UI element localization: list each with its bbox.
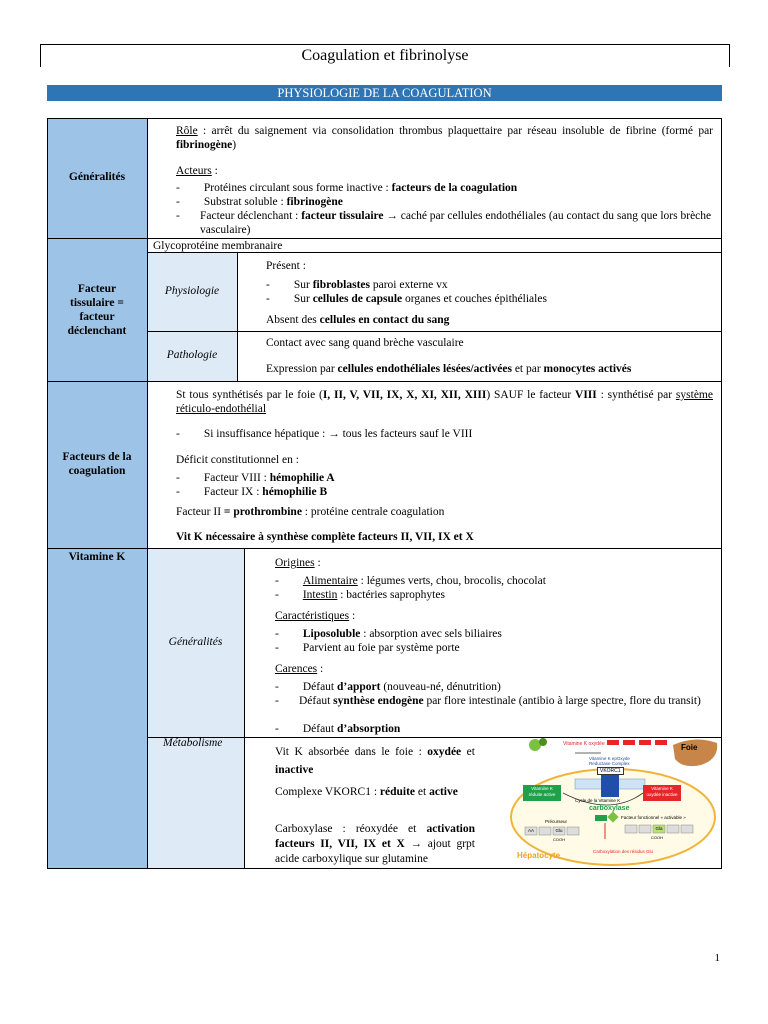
list-item-text: Facteur déclenchant : facteur tissulaire → caché par cellules endothéliales (au contact du sang que lors brèche vasculaire) (200, 210, 712, 236)
sub-label-pathologie: Pathologie (166, 349, 218, 361)
label-cell-vitamine-k (47, 548, 147, 868)
vitk-requirement-line: Vit K nécessaire à synthèse complète facteurs II, VII, IX et X (176, 531, 474, 543)
sub-label-generalites: Généralités (168, 636, 223, 648)
table-border (47, 118, 48, 868)
present-heading: Présent : (266, 260, 306, 272)
list-item: - Défaut d’absorption (275, 723, 401, 735)
metabolism-item-3: Carboxylase : réoxydée et activation facteurs II, VII, IX et X → ajout grpt acide carboxylique sur glutamine (275, 823, 475, 865)
section-label-generalites: Généralités (68, 171, 126, 183)
table-border (147, 331, 722, 332)
table-border (147, 118, 148, 868)
acteurs-heading: Acteurs : (176, 165, 218, 177)
section-label-vitamine-k: Vitamine K (68, 551, 126, 563)
list-item: - (275, 695, 279, 707)
list-item: - Liposoluble : absorption avec sels biliaires (275, 628, 502, 640)
table-border (47, 868, 722, 869)
synthesis-paragraph: St tous synthétisés par le foie (I, II, V, VII, IX, X, XI, XII, XIII) SAUF le facteur VIII : synthétisé par système réticulo-endothélial (176, 389, 713, 415)
sub-cell-metabolisme (147, 737, 244, 868)
origines-heading: Origines : (275, 557, 321, 569)
list-item: - Si insuffisance hépatique : → tous les facteurs sauf le VIII (176, 428, 473, 440)
role-paragraph: Rôle : arrêt du saignement via consolidation thrombus plaquettaire par réseau insoluble de fibrine (formé par fibrinogène) (176, 125, 713, 151)
diagram-label: COOH (553, 837, 565, 842)
diagram-label: carboxylase (589, 805, 630, 812)
prothrombine-line: Facteur II = prothrombine : protéine centrale coagulation (176, 506, 445, 518)
caracteristiques-heading: Caractéristiques : (275, 610, 356, 622)
diagram-label: Facteur fonctionnel « activable » (621, 815, 686, 820)
contact-line: Contact avec sang quand brèche vasculaire (266, 337, 464, 349)
absent-line: Absent des cellules en contact du sang (266, 314, 450, 326)
list-item: - Facteur IX : hémophilie B (176, 486, 328, 498)
diagram-label: Foie (681, 743, 698, 752)
list-item-text: Défaut synthèse endogène par flore intestinale (antibio à large spectre, flore du transit) (299, 695, 701, 707)
diagram-label: Vitamine K epOxyde (589, 756, 630, 761)
diagram-label: Reductase Complex (589, 761, 630, 766)
metabolism-item-2: Complexe VKORC1 : réduite et active (275, 786, 458, 798)
table-border (47, 548, 722, 549)
diagram-label: Gla (655, 826, 663, 831)
table-border (47, 381, 722, 382)
table-border (237, 252, 238, 381)
page-number: 1 (714, 952, 720, 964)
diagram-label: AA (527, 828, 534, 833)
list-item: - Intestin : bactéries saprophytes (275, 589, 445, 601)
list-item: - Parvient au foie par système porte (275, 642, 460, 654)
vitamin-k-cycle-diagram (505, 735, 723, 867)
diagram-label: Hépatocyte (517, 851, 561, 860)
diagram-label: Carboxylation des résidus Glu (593, 849, 654, 854)
diagram-label: Vitamine K réduite active (528, 786, 556, 797)
section-banner: PHYSIOLOGIE DE LA COAGULATION (47, 85, 722, 101)
list-item: - Protéines circulant sous forme inactive : facteurs de la coagulation (176, 182, 518, 194)
diagram-label: Vitamine K oxydée (563, 741, 605, 747)
carences-heading: Carences : (275, 663, 324, 675)
table-border (47, 118, 722, 119)
table-border (47, 238, 722, 239)
list-item: - Sur cellules de capsule organes et couches épithéliales (266, 293, 547, 305)
list-item: - Facteur VIII : hémophilie A (176, 472, 335, 484)
diagram-label: COOH (651, 835, 663, 840)
metabolism-item-1: Vit K absorbée dans le foie : oxydée et inactive (275, 746, 475, 776)
list-item: - (176, 210, 180, 222)
section-label-facteur-tissulaire: Facteur tissulaire = facteur déclenchant (67, 283, 127, 337)
glycoprotein-header: Glycoprotéine membranaire (153, 240, 283, 252)
list-item: - Substrat soluble : fibrinogène (176, 196, 343, 208)
diagram-label: Glu (555, 828, 563, 833)
list-item: - Défaut d’apport (nouveau-né, dénutrition) (275, 681, 501, 693)
expression-line: Expression par cellules endothéliales lésées/activées et par monocytes activés (266, 363, 632, 375)
document-title: Coagulation et fibrinolyse (40, 44, 730, 67)
deficit-heading: Déficit constitutionnel en : (176, 454, 299, 466)
diagram-label: Précurseur (545, 819, 568, 824)
diagram-label: Vitamine K oxydée inactive (646, 786, 678, 797)
section-label-facteurs: Facteurs de la coagulation (62, 451, 132, 477)
sub-label-physiologie: Physiologie (164, 285, 220, 297)
diagram-label: VKORC1 (597, 767, 624, 775)
list-item: - Alimentaire : légumes verts, chou, brocolis, chocolat (275, 575, 546, 587)
sub-label-metabolisme: Métabolisme (163, 737, 223, 749)
list-item: - Sur fibroblastes paroi externe vx (266, 279, 448, 291)
table-border (244, 548, 245, 868)
diagram-label: Cycle de la Vitamine K (575, 798, 621, 803)
